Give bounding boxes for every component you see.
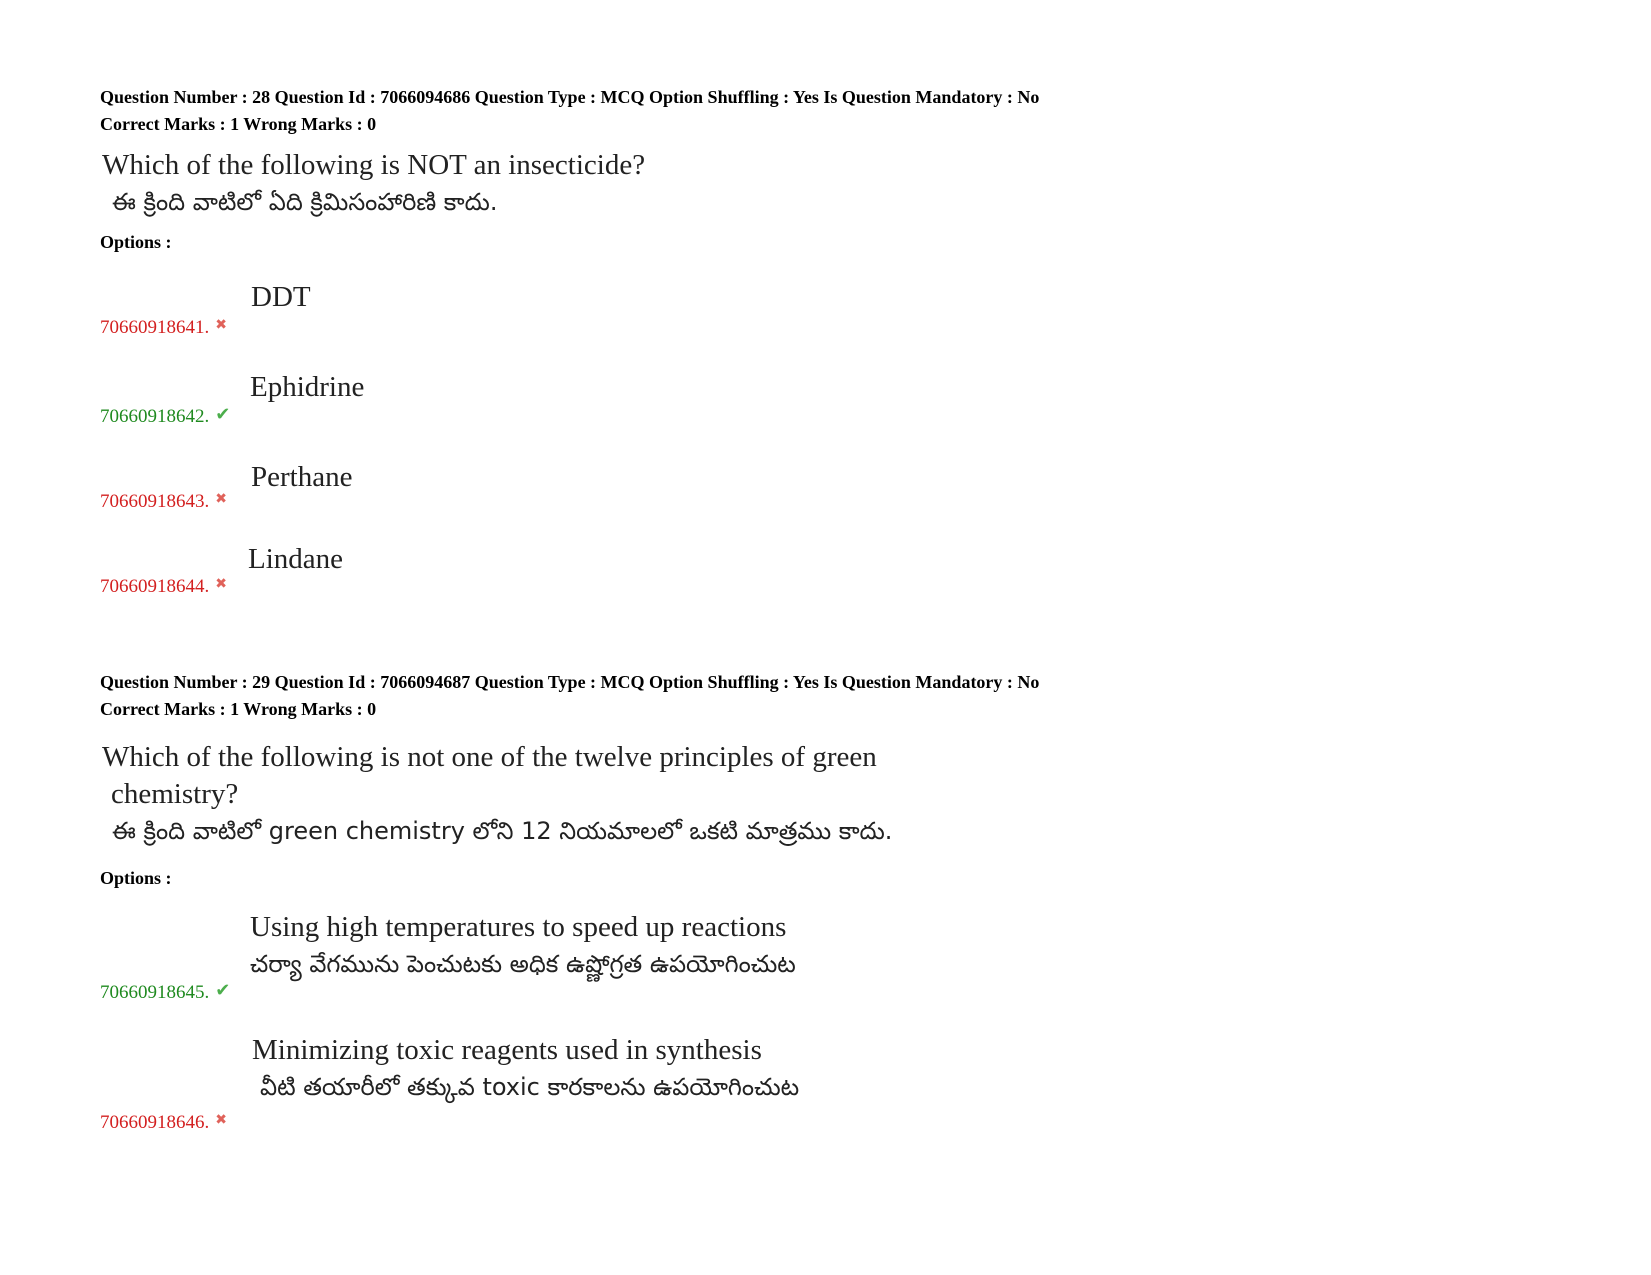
option-text: Perthane [251,461,353,493]
option-text-telugu: వీటి తయారీలో తక్కువ toxic కారకాలను ఉపయోగించుట [260,1073,800,1101]
question-meta-line: Question Number : 29 Question Id : 7066094687 Question Type : MCQ Option Shuffling : Yes Is Question Mandatory : No [100,672,1040,692]
question-meta-line: Question Number : 28 Question Id : 7066094686 Question Type : MCQ Option Shuffling : Yes Is Question Mandatory : No [100,87,1040,107]
option-text [250,909,796,983]
question-text-telugu: ఈ క్రింది వాటిలో green chemistry లోని 12 నియమాలలో ఒకటి మాత్రము కాదు. [112,817,893,845]
question-marks-line: Correct Marks : 1 Wrong Marks : 0 [100,699,377,719]
options-label: Options : [100,868,172,888]
cross-icon: ✖ [215,1112,227,1128]
option-id [100,573,227,598]
check-icon: ✔ [215,404,231,425]
question-28 [100,84,1500,597]
option-id-number: 70660918643. [100,491,210,512]
option-text: Ephidrine [250,371,365,403]
option-text [252,1032,799,1106]
option-id [100,488,227,513]
question-text [102,739,1502,850]
check-icon: ✔ [215,980,231,1001]
question-marks-line: Correct Marks : 1 Wrong Marks : 0 [100,114,377,134]
question-text [102,147,1502,221]
option-id-number: 70660918642. [100,406,210,427]
option-text-telugu: చర్యా వేగమును పెంచుటకు అధిక ఉష్ణోగ్రత ఉపయోగించుట [250,950,796,978]
option-text-english: Minimizing toxic reagents used in synthesis [252,1034,762,1066]
cross-icon: ✖ [215,576,227,592]
option-text-english: Using high temperatures to speed up reactions [250,911,787,943]
option-id-number: 70660918641. [100,317,210,338]
option-id-number: 70660918646. [100,1112,210,1133]
option-id [100,404,230,428]
option-id [100,980,230,1004]
options-label: Options : [100,232,172,252]
question-text-english: Which of the following is NOT an insecticide? [102,149,646,181]
question-text-english: Which of the following is not one of the twelve principles of green [102,741,877,773]
option-id [100,1109,227,1134]
option-text: DDT [251,281,311,313]
cross-icon: ✖ [215,491,227,507]
question-text-english-continued: chemistry? [111,778,239,810]
option-id-number: 70660918645. [100,982,210,1003]
option-id [100,314,227,339]
option-id-number: 70660918644. [100,576,210,597]
question-29 [100,669,1500,1133]
cross-icon: ✖ [215,317,227,333]
option-text: Lindane [248,543,344,575]
question-text-telugu: ఈ క్రింది వాటిలో ఏది క్రిమిసంహారిణి కాదు. [112,188,498,216]
